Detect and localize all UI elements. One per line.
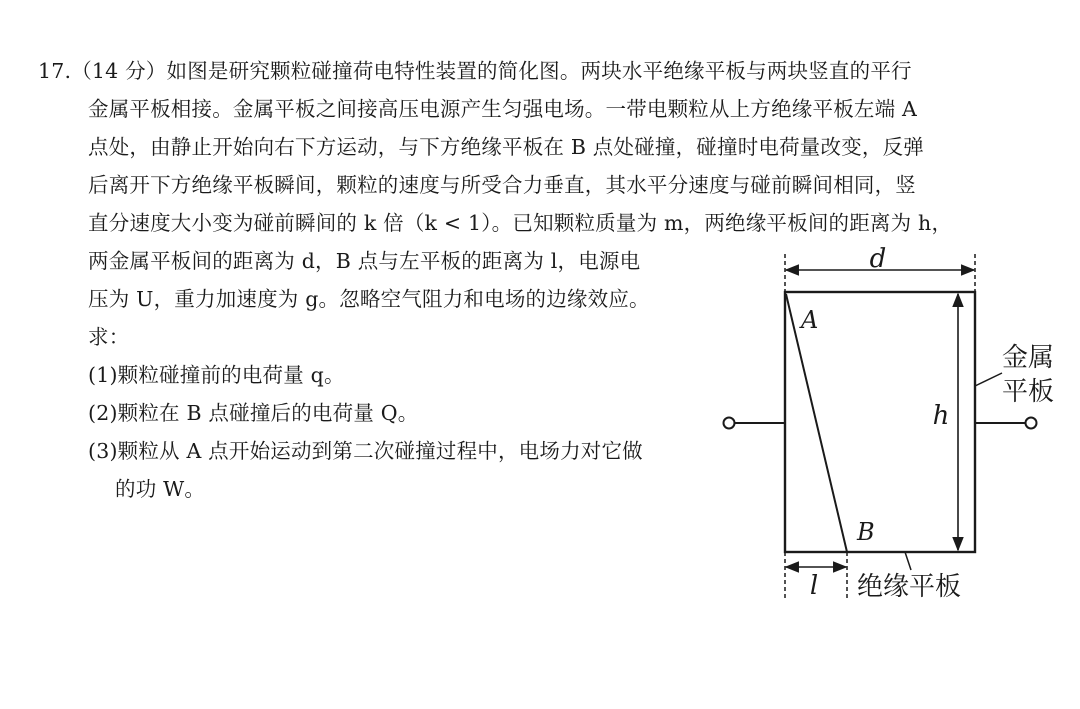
- metal-plate-label-line1: 金属: [1002, 343, 1055, 373]
- problem-line-6: 两金属平板间的距离为 d，B 点与左平板的距离为 l，电源电: [88, 249, 641, 273]
- metal-plate-leader: [975, 373, 1002, 386]
- apparatus-diagram: [715, 240, 1075, 610]
- problem-line-2: 金属平板相接。金属平板之间接高压电源产生匀强电场。一带电颗粒从上方绝缘平板左端 A: [88, 97, 918, 121]
- label-A: A: [801, 306, 819, 334]
- problem-line-7: 压为 U，重力加速度为 g。忽略空气阻力和电场的边缘效应。: [88, 287, 650, 311]
- metal-plate-label-line2: 平板: [1002, 377, 1055, 407]
- question-3-continuation: 的功 W。: [115, 477, 206, 501]
- label-h: h: [932, 401, 950, 431]
- problem-header: [38, 56, 912, 86]
- label-d: d: [869, 244, 887, 274]
- question-1: (1)颗粒碰撞前的电荷量 q。: [88, 363, 345, 387]
- left-terminal: [724, 418, 735, 429]
- problem-line-8: 求：: [88, 325, 130, 349]
- problem-number: 17.: [38, 59, 72, 83]
- question-3: (3)颗粒从 A 点开始运动到第二次碰撞过程中，电场力对它做: [88, 439, 643, 463]
- problem-line-4: 后离开下方绝缘平板瞬间，颗粒的速度与所受合力垂直，其水平分速度与碰前瞬间相同，竖: [88, 173, 916, 197]
- insulating-plate-leader: [905, 552, 911, 570]
- question-2: (2)颗粒在 B 点碰撞后的电荷量 Q。: [88, 401, 419, 425]
- problem-line-3: 点处，由静止开始向右下方运动，与下方绝缘平板在 B 点处碰撞，碰撞时电荷量改变，反弹: [88, 135, 924, 159]
- label-l: l: [809, 571, 819, 601]
- label-B: B: [857, 518, 875, 546]
- problem-line-1: 如图是研究颗粒碰撞荷电特性装置的简化图。两块水平绝缘平板与两块竖直的平行: [166, 59, 912, 83]
- right-terminal: [1026, 418, 1037, 429]
- insulating-plate-label: 绝缘平板: [857, 572, 962, 602]
- problem-line-5: 直分速度大小变为碰前瞬间的 k 倍（k < 1）。已知颗粒质量为 m，两绝缘平板间的距离为 h，: [88, 211, 953, 235]
- problem-points: （14 分）: [71, 59, 167, 83]
